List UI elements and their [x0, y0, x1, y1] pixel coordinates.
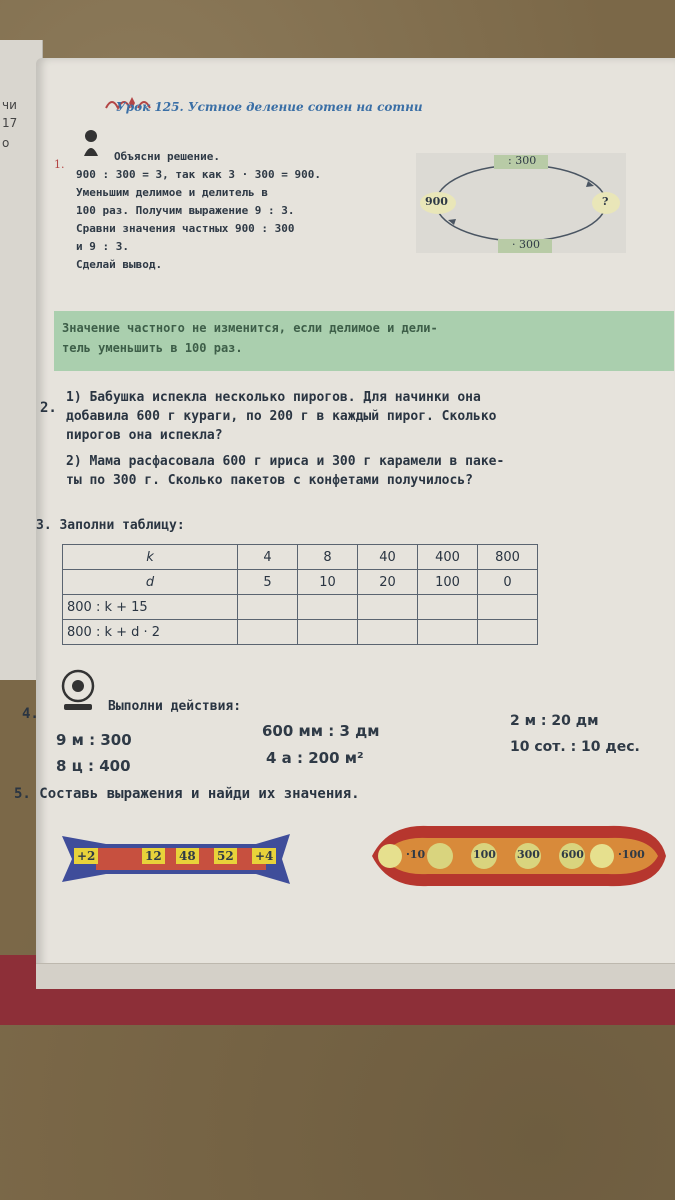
task-number: 2. — [40, 400, 57, 416]
chain-operation: +4 — [252, 848, 276, 864]
number-chain-strip-1 — [56, 828, 296, 890]
table-empty-cell — [298, 595, 358, 620]
table-empty-cell — [238, 620, 298, 645]
table-empty-cell — [418, 620, 478, 645]
task2-line: добавила 600 г кураги, по 200 г в каждый пирог. Сколько — [66, 409, 497, 424]
brain-gears-icon — [58, 668, 98, 714]
diagram-bottom-label: · 300 — [512, 238, 540, 251]
table-header-k: k — [63, 545, 238, 570]
chain-operation: +2 — [74, 848, 98, 864]
task4-expression: 4 а : 200 м² — [266, 749, 364, 767]
table-d-cell: 0 — [478, 570, 538, 595]
chain-number: 12 — [142, 848, 165, 864]
chain-number: 300 — [517, 848, 540, 861]
task1-line: 900 : 300 = 3, так как 3 · 300 = 900. — [76, 168, 322, 181]
fill-table — [62, 544, 538, 645]
task4-expression: 600 мм : 3 дм — [262, 722, 380, 740]
left-page-mark: о — [2, 136, 10, 150]
rule-line: Значение частного не изменится, если делимое и дели- — [62, 321, 438, 335]
diagram-left-value: 900 — [425, 195, 448, 208]
chain-operation: ·100 — [618, 848, 645, 861]
left-page-mark: 17 — [2, 116, 18, 130]
diagram-right-value: ? — [602, 195, 609, 208]
table-row-expression: 800 : k + d · 2 — [63, 620, 238, 645]
task4-expression: 2 м : 20 дм — [510, 713, 599, 729]
table-k-cell: 800 — [478, 545, 538, 570]
table-empty-cell — [478, 595, 538, 620]
task2-line: 1) Бабушка испекла несколько пирогов. Для начинки она — [66, 390, 481, 405]
table-header-d: d — [63, 570, 238, 595]
task4-expression: 9 м : 300 — [56, 731, 132, 749]
task4-title: Выполни действия: — [108, 699, 242, 714]
task1-line: Сравни значения частных 900 : 300 — [76, 222, 295, 235]
chain-number: 48 — [176, 848, 199, 864]
textbook-page — [14, 58, 675, 988]
task-number: 4. — [22, 706, 39, 722]
table-empty-cell — [418, 595, 478, 620]
task1-line: Уменьшим делимое и делитель в — [76, 186, 269, 199]
chain-number: 600 — [561, 848, 584, 861]
table-empty-cell — [358, 595, 418, 620]
chain-number: 52 — [214, 848, 237, 864]
table-empty-cell — [358, 620, 418, 645]
number-chain-strip-2 — [368, 816, 668, 894]
table-empty-cell — [478, 620, 538, 645]
lesson-title: Урок 125. Устное деление сотен на сотни — [116, 100, 423, 114]
task4-expression: 8 ц : 400 — [56, 757, 131, 775]
table-k-cell: 8 — [298, 545, 358, 570]
task5-title: 5. Составь выражения и найди их значения. — [14, 786, 360, 802]
table-d-cell: 5 — [238, 570, 298, 595]
table-k-cell: 400 — [418, 545, 478, 570]
task1-line: Объясни решение. — [114, 150, 220, 163]
table-row-expression: 800 : k + 15 — [63, 595, 238, 620]
task1-line: 100 раз. Получим выражение 9 : 3. — [76, 204, 295, 217]
left-page-mark: чи — [2, 98, 17, 112]
chain-number: 100 — [473, 848, 496, 861]
task2-line: ты по 300 г. Сколько пакетов с конфетами получилось? — [66, 473, 473, 488]
task2-line: пирогов она испекла? — [66, 428, 223, 443]
table-d-cell: 20 — [358, 570, 418, 595]
table-k-cell: 4 — [238, 545, 298, 570]
task-number: 1. — [54, 158, 65, 171]
table-d-cell: 10 — [298, 570, 358, 595]
task1-line: и 9 : 3. — [76, 240, 129, 253]
rule-line: тель уменьшить в 100 раз. — [62, 341, 243, 355]
task4-expression: 10 сот. : 10 дес. — [510, 739, 640, 755]
page-bottom-edge — [36, 963, 675, 989]
chain-operation: ·10 — [406, 848, 426, 861]
task2-line: 2) Мама расфасовала 600 г ириса и 300 г карамели в паке- — [66, 454, 505, 469]
diagram-top-label: : 300 — [508, 154, 537, 167]
table-empty-cell — [298, 620, 358, 645]
rule-box — [54, 311, 674, 371]
task3-title: 3. Заполни таблицу: — [36, 518, 185, 533]
table-k-cell: 40 — [358, 545, 418, 570]
division-diagram — [416, 153, 626, 253]
table-d-cell: 100 — [418, 570, 478, 595]
task1-line: Сделай вывод. — [76, 258, 163, 271]
table-empty-cell — [238, 595, 298, 620]
thinking-person-icon — [80, 128, 102, 158]
